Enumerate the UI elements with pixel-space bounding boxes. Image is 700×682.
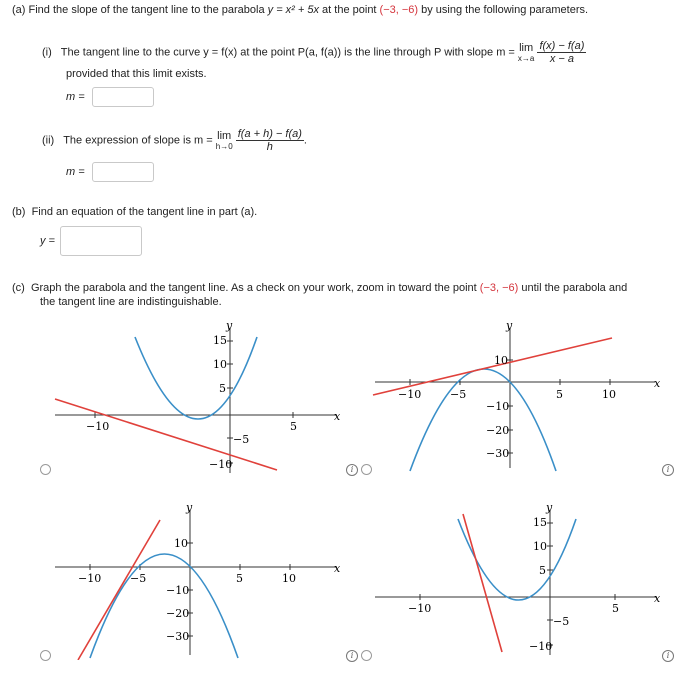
slope-input-ii[interactable] [92,162,154,182]
graph-d-ytick-1: 15 [533,516,547,529]
difference-quotient: $\frac{f(x) - f(a)}{x - a}$ [539,40,585,65]
part-c-question: (c) Graph the parabola and the tangent line. As a check on your work, zoom in toward the point (−3, −6) until the parabola and [12,282,628,294]
graph-c-xtick-1: −10 [78,572,102,585]
graph-c-ytick-3: −20 [166,607,190,620]
graph-a-xtick-1: −10 [86,420,110,433]
graph-d-axes [375,510,657,655]
graph-option-c [50,500,350,660]
graph-c-ytick-4: −30 [166,630,190,643]
part-a-ii-definition: (ii) The expression of slope is m = lim h→0 $\frac{f(a + h) - f(a)}{h}$ . [42,128,307,153]
graph-b-xtick-4: 10 [602,388,616,401]
graph-a-parabola [135,337,257,419]
part-a-i-definition: (i) The tangent line to the curve y = f(x) at the point P(a, f(a)) is the line through P with slope m = lim x→a $\frac{f(x) - f(a)}{x - a}$ [42,40,585,65]
part-c-question-line2: the tangent line are indistinguishable. [40,296,222,308]
graph-c-ylabel: y [186,501,193,514]
radio-option-d[interactable] [361,650,372,661]
graph-a-ytick-1: 15 [213,334,227,347]
graph-d-ylabel: y [546,501,553,514]
graph-c-tangent-line [78,520,160,660]
m-label-ii: m = [66,166,85,178]
graph-c-xtick-3: 5 [236,572,243,585]
graph-d-ytick-2: 10 [533,540,547,553]
limit-condition-text: provided that this limit exists. [66,68,207,80]
graph-b-ytick-3: −20 [486,424,510,437]
info-icon-c[interactable]: i [346,650,358,662]
graph-d-xlabel: x [654,592,661,605]
graph-c-ytick-1: 10 [174,537,188,550]
graph-a-xtick-2: 5 [290,420,297,433]
radio-option-c[interactable] [40,650,51,661]
graph-option-a [50,318,350,478]
graph-b-ylabel: y [506,319,513,332]
info-icon-b[interactable]: i [662,464,674,476]
info-icon-d[interactable]: i [662,650,674,662]
graph-a-ytick-5: −10 [209,458,233,471]
graph-b-ytick-1: 10 [494,354,508,367]
graph-b-parabola [410,369,556,471]
part-a-question [12,4,588,16]
m-label-i: m = [66,91,85,103]
tangent-equation-input[interactable] [60,226,142,256]
graph-b-ytick-4: −30 [486,447,510,460]
graph-a-ytick-2: 10 [213,358,227,371]
graph-c-ytick-2: −10 [166,584,190,597]
graph-a-ylabel: y [226,319,233,332]
graph-d-ytick-4: −5 [553,615,570,628]
part-a-label: (a) [12,4,26,16]
graph-d-tangent-line [463,514,502,652]
y-label: y = [40,235,55,247]
part-b-question: (b) Find an equation of the tangent line in part (a). [12,206,258,218]
graph-d-xtick-2: 5 [612,602,619,615]
graph-a-xlabel: x [334,410,341,423]
graph-option-b [370,318,670,478]
graph-a-ytick-4: −5 [233,433,250,446]
graph-c-xtick-4: 10 [282,572,296,585]
radio-option-a[interactable] [40,464,51,475]
graph-b-xtick-2: −5 [450,388,467,401]
graph-a-axes [55,328,337,473]
graph-d-xtick-1: −10 [408,602,432,615]
limit-operator-h: lim h→0 [215,130,233,151]
graph-b-xlabel: x [654,377,661,390]
graph-d-ytick-3: 5 [539,564,546,577]
radio-option-b[interactable] [361,464,372,475]
graph-c-xtick-2: −5 [130,572,147,585]
graph-c-xlabel: x [334,562,341,575]
graph-c-parabola [90,554,238,658]
graph-b-ytick-2: −10 [486,400,510,413]
difference-quotient-h: $\frac{f(a + h) - f(a)}{h}$ [237,128,302,153]
info-icon-a[interactable]: i [346,464,358,476]
limit-operator: lim x→a [517,42,535,63]
part-a-text: Find the slope of the tangent line to the parabola y = x² + 5x at the point (−3, −6) by using the following parameters. [28,4,589,16]
graph-d-ytick-5: −10 [529,640,553,653]
point-highlight: (−3, −6) [379,4,419,16]
graph-a-ytick-3: 5 [219,382,226,395]
graph-option-d [370,500,670,660]
graph-b-xtick-3: 5 [556,388,563,401]
graph-b-xtick-1: −10 [398,388,422,401]
graph-b-tangent-line [373,338,612,395]
slope-input-i[interactable] [92,87,154,107]
